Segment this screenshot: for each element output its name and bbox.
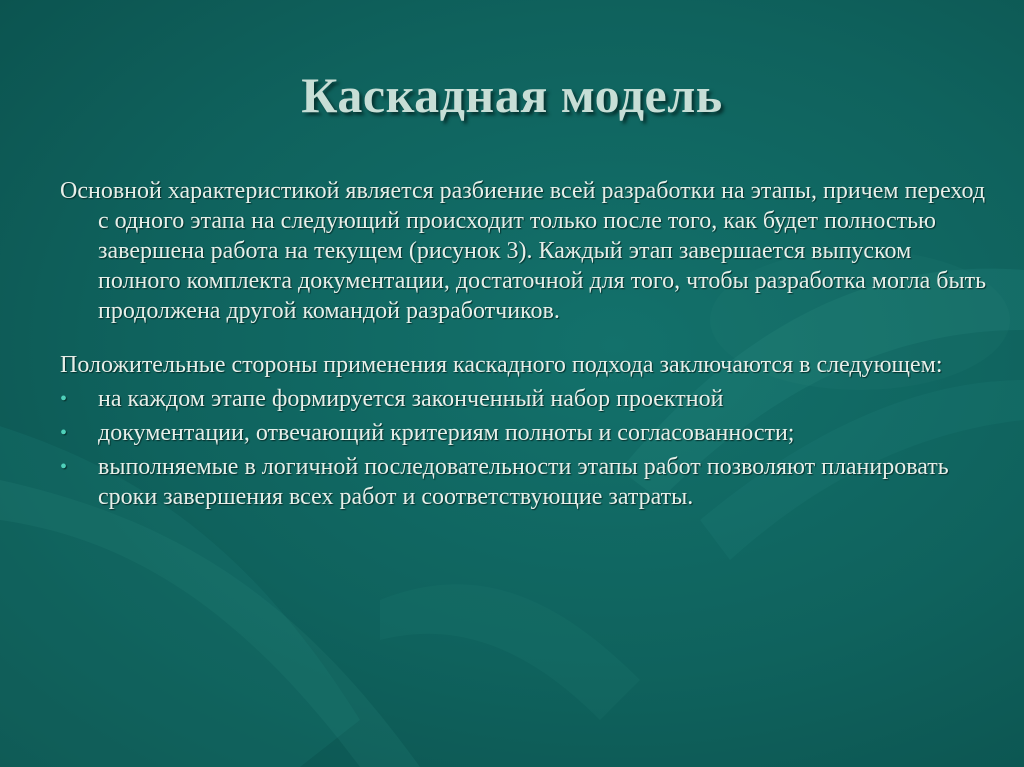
slide-content — [60, 176, 990, 516]
list-item-text: документации, отвечающий критериям полноты и согласованности; — [98, 420, 795, 446]
slide-title: Каскадная модель — [301, 67, 723, 123]
bullet-icon: • — [60, 388, 68, 410]
list-item — [60, 452, 990, 512]
paragraph-advantages-intro: Положительные стороны применения каскадного подхода заключаются в следующем: — [60, 352, 943, 378]
list-item-text: на каждом этапе формируется законченный набор проектной — [98, 386, 724, 412]
bullet-icon: • — [60, 422, 68, 444]
list-item — [60, 384, 990, 414]
bullet-icon: • — [60, 456, 68, 478]
paragraph-main-characteristic: Основной характеристикой является разбиение всей разработки на этапы, причем переход с одного этапа на следующий происходит только после того, как будет полностью завершена работа на текущем (рисунок 3). Каждый этап завершается выпуском полного комплекта документации, достаточной для того, чтобы разработка могла быть продолжена другой командой разработчиков. — [60, 178, 987, 324]
advantages-list — [60, 384, 990, 512]
list-item — [60, 418, 990, 448]
list-item-text: выполняемые в логичной последовательности этапы работ позволяют планировать сроки завершения всех работ и соответствующие затраты. — [98, 454, 949, 510]
